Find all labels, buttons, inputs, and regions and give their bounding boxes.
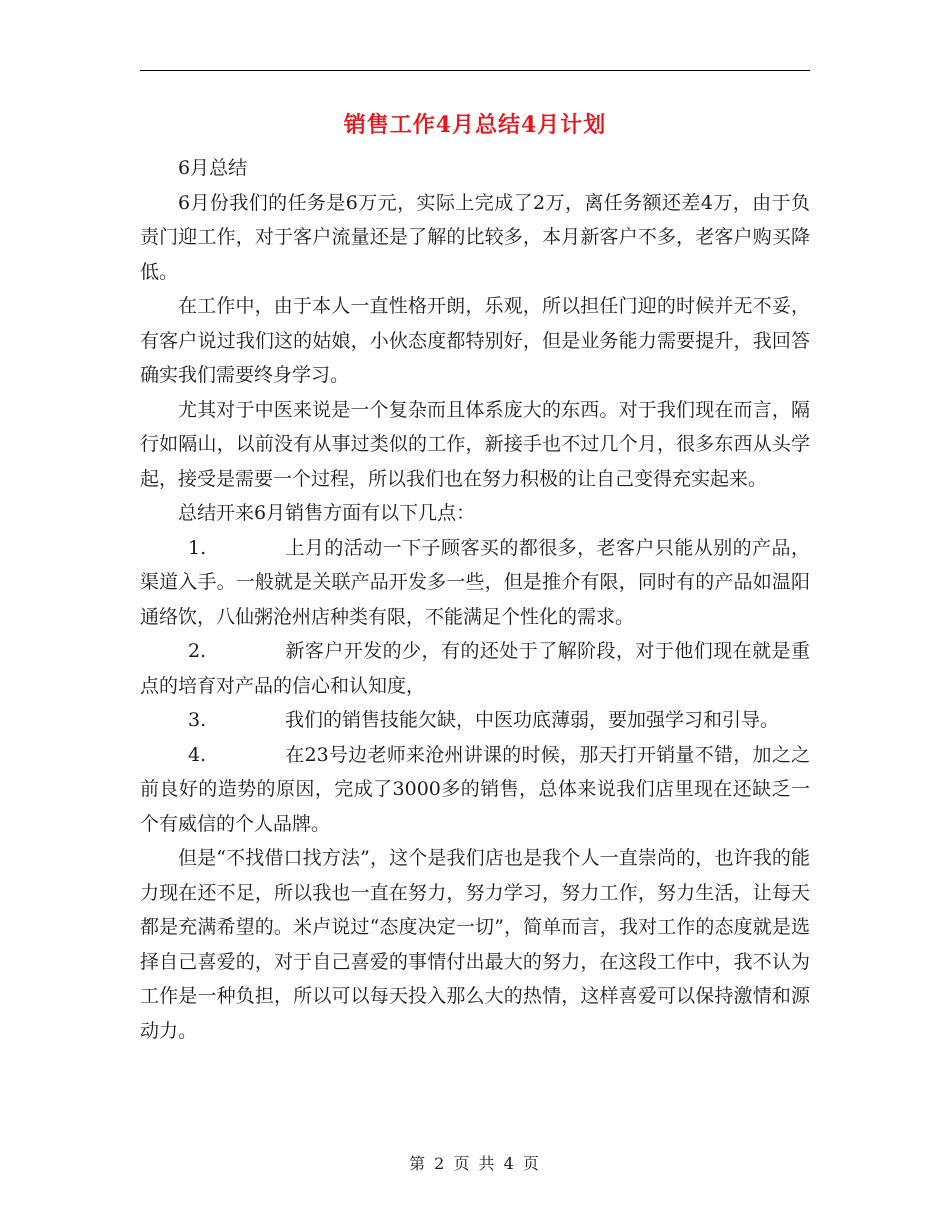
section-heading: 6月总结 bbox=[178, 157, 248, 179]
list-item-text: 我们的销售技能欠缺，中医功底薄弱，要加强学习和引导。 bbox=[285, 709, 780, 731]
list-item bbox=[140, 531, 810, 635]
list-item-text: 上月的活动一下子顾客买的都很多，老客户只能从别的产品，渠道入手。一般就是关联产品开发多一些，但是推介有限，同时有的产品如温阳通络饮，八仙粥沧州店种类有限，不能满足个性化的需求。 bbox=[140, 536, 810, 628]
document-title: 销售工作4月总结4月计划 bbox=[343, 112, 607, 138]
list-item-text: 新客户开发的少，有的还处于了解阶段，对于他们现在就是重点的培育对产品的信心和认知度， bbox=[140, 640, 810, 697]
list-item-number: 4. bbox=[188, 743, 207, 766]
list-item bbox=[140, 738, 810, 842]
paragraph: 6月份我们的任务是6万元，实际上完成了2万，离任务额还差4万，由于负责门迎工作，对于客户流量还是了解的比较多，本月新客户不多，老客户购买降低。 bbox=[140, 191, 810, 283]
paragraph: 在工作中，由于本人一直性格开朗，乐观，所以担任门迎的时候并无不妥，有客户说过我们这的姑娘，小伙态度都特别好，但是业务能力需要提升，我回答确实我们需要终身学习。 bbox=[140, 295, 810, 386]
header-rule bbox=[140, 70, 810, 71]
list-item bbox=[140, 634, 810, 703]
document-body bbox=[140, 151, 810, 1048]
list-item-number: 3. bbox=[188, 709, 207, 731]
paragraph: 尤其对于中医来说是一个复杂而且体系庞大的东西。对于我们现在而言，隔行如隔山，以前没有从事过类似的工作，新接手也不过几个月，很多东西从头学起，接受是需要一个过程，所以我们也在努力积极的让自己变得充实起来。 bbox=[140, 398, 810, 490]
closing-paragraph: 但是“不找借口找方法”，这个是我们店也是我个人一直崇尚的，也许我的能力现在还不足，所以我也一直在努力，努力学习，努力工作，努力生活，让每天都是充满希望的。米卢说过“态度决定一切”，简单而言，我对工作的态度就是选择自己喜爱的，对于自己喜爱的事情付出最大的努力，在这段工作中，我不认为工作是一种负担，所以可以每天投入那么大的热情，这样喜爱可以保持激情和源动力。 bbox=[140, 847, 810, 1042]
list-item-number: 2. bbox=[188, 640, 207, 662]
page-number-footer: 第 2 页 共 4 页 bbox=[409, 1154, 541, 1173]
list-item bbox=[140, 703, 810, 738]
paragraph: 总结开来6月销售方面有以下几点： bbox=[178, 502, 476, 524]
list-item-text: 在23号边老师来沧州讲课的时候，那天打开销量不错，加之之前良好的造势的原因，完成了3000多的销售，总体来说我们店里现在还缺乏一个有威信的个人品牌。 bbox=[140, 743, 810, 835]
list-item-number: 1. bbox=[188, 536, 207, 559]
